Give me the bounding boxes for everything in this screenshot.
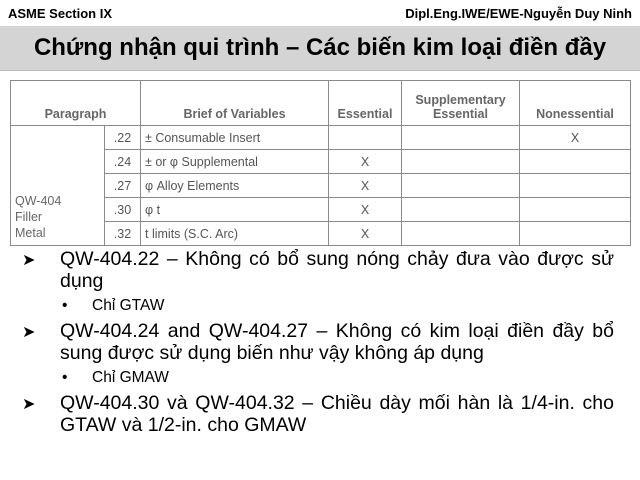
row-supplementary [402, 198, 520, 222]
row-essential: X [329, 150, 402, 174]
row-brief: φ t [141, 198, 329, 222]
slide-title: Chứng nhận qui trình – Các biến kim loại điền đầy [0, 26, 640, 71]
header-supplementary: Supplementary Essential [402, 81, 520, 126]
arrowhead-bullet-icon: ➤ [22, 252, 36, 269]
sub-bullet-text: Chỉ GMAW [92, 369, 169, 386]
dot-bullet-icon: • [62, 297, 68, 314]
row-brief: t limits (S.C. Arc) [141, 222, 329, 246]
bullet-item [22, 320, 614, 364]
header-essential: Essential [329, 81, 402, 126]
header-paragraph: Paragraph [11, 81, 141, 126]
table-row [11, 126, 631, 150]
row-brief: ± Consumable Insert [141, 126, 329, 150]
sub-bullet-text: Chỉ GTAW [92, 297, 165, 314]
paragraph-cell [11, 126, 105, 246]
row-supplementary [402, 150, 520, 174]
bullet-item [22, 248, 614, 292]
row-nonessential: X [520, 126, 631, 150]
paragraph-line: Metal [15, 226, 46, 240]
header-brief: Brief of Variables [141, 81, 329, 126]
row-supplementary [402, 222, 520, 246]
header-left: ASME Section IX [8, 6, 113, 21]
bullet-text: QW-404.30 và QW-404.32 – Chiều dày mối hàn là 1/4-in. cho GTAW và 1/2-in. cho GMAW [60, 392, 614, 436]
row-number: .24 [105, 150, 141, 174]
arrowhead-bullet-icon: ➤ [22, 324, 36, 341]
row-number: .32 [105, 222, 141, 246]
header-nonessential: Nonessential [520, 81, 631, 126]
table-header-row [11, 81, 631, 126]
paragraph-line: QW-404 [15, 194, 62, 208]
row-number: .27 [105, 174, 141, 198]
sub-bullet-item [62, 296, 614, 316]
bullet-list [22, 248, 614, 440]
bullet-item [22, 392, 614, 436]
row-essential: X [329, 198, 402, 222]
row-essential: X [329, 174, 402, 198]
variables-table [10, 80, 631, 246]
paragraph-line: Filler [15, 210, 43, 224]
row-number: .30 [105, 198, 141, 222]
bullet-text: QW-404.22 – Không có bổ sung nóng chảy đưa vào được sử dụng [60, 248, 614, 292]
row-nonessential [520, 222, 631, 246]
row-nonessential [520, 150, 631, 174]
header-right: Dipl.Eng.IWE/EWE-Nguyễn Duy Ninh [405, 6, 632, 21]
row-essential: X [329, 222, 402, 246]
arrowhead-bullet-icon: ➤ [22, 396, 36, 413]
bullet-text: QW-404.24 and QW-404.27 – Không có kim loại điền đầy bổ sung được sử dụng biến như vậy không áp dụng [60, 320, 614, 364]
row-essential [329, 126, 402, 150]
dot-bullet-icon: • [62, 369, 68, 386]
row-number: .22 [105, 126, 141, 150]
row-brief: ± or φ Supplemental [141, 150, 329, 174]
row-supplementary [402, 126, 520, 150]
row-nonessential [520, 174, 631, 198]
row-brief: φ Alloy Elements [141, 174, 329, 198]
row-supplementary [402, 174, 520, 198]
row-nonessential [520, 198, 631, 222]
sub-bullet-item [62, 368, 614, 388]
